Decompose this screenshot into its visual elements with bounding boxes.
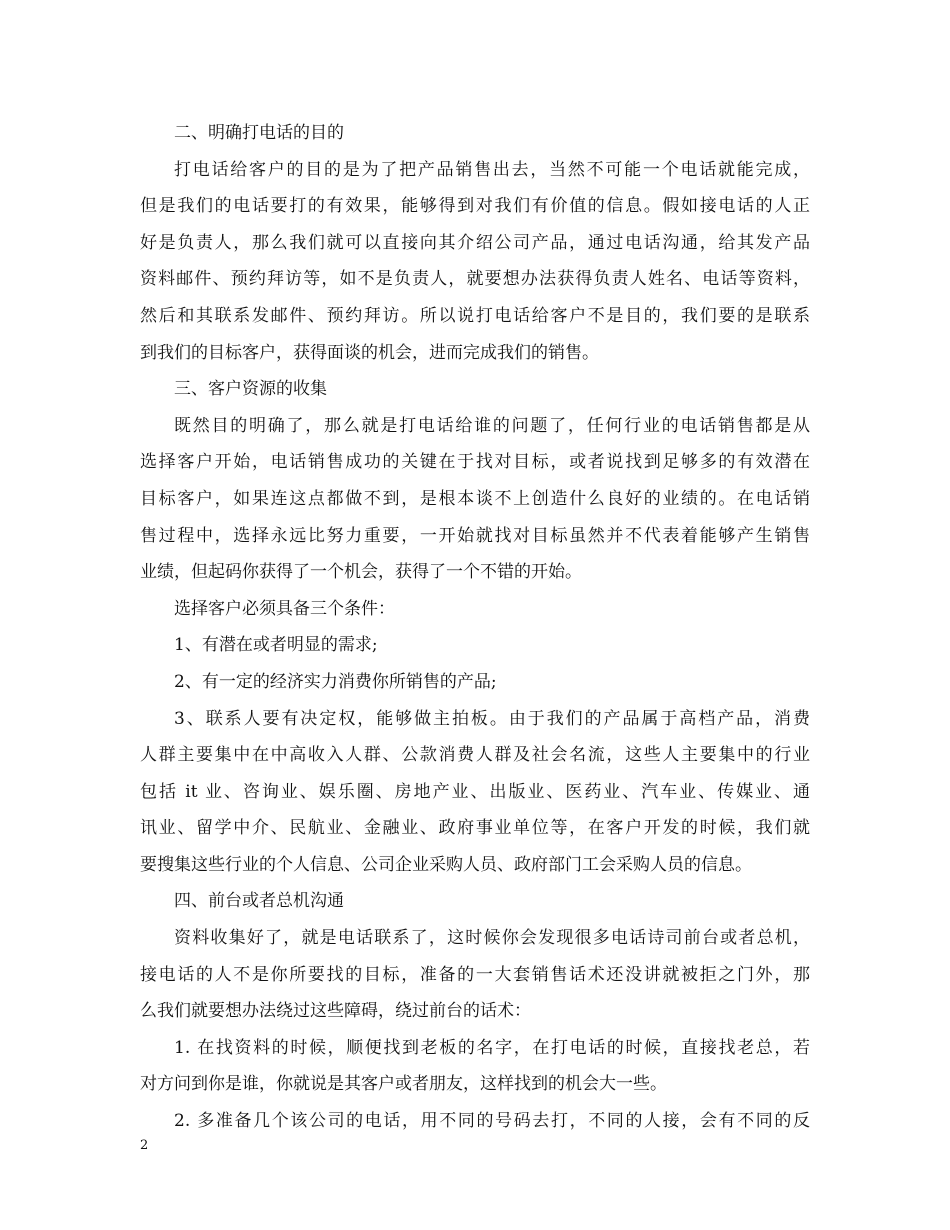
text-line: 3、联系人要有决定权，能够做主拍板。由于我们的产品属于高档产品，消费 [174, 708, 810, 729]
body-text [140, 115, 810, 1140]
text-line: 目标客户，如果连这点都做不到，是根本谈不上创造什么良好的业绩的。在电话销 [140, 488, 810, 509]
text-line: 2. 多准备几个该公司的电话，用不同的号码去打，不同的人接，会有不同的反 [174, 1111, 810, 1132]
text-line: 2、有一定的经济实力消费你所销售的产品; [174, 671, 497, 692]
text-line: 四、前台或者总机沟通 [174, 891, 344, 912]
text-line: 二、明确打电话的目的 [174, 123, 344, 143]
text-line: 三、客户资源的收集 [174, 379, 327, 400]
text-line: 接电话的人不是你所要找的目标，准备的一大套销售话术还没讲就被拒之门外，那 [140, 964, 810, 985]
text-line: 然后和其联系发邮件、预约拜访。所以说打电话给客户不是目的，我们要的是联系 [140, 305, 810, 326]
text-line: 包括 it 业、咨询业、娱乐圈、房地产业、出版业、医药业、汽车业、传媒业、通 [140, 781, 810, 802]
text-line: 售过程中，选择永远比努力重要，一开始就找对目标虽然并不代表着能够产生销售 [140, 525, 810, 546]
text-line: 讯业、留学中介、民航业、金融业、政府事业单位等，在客户开发的时候，我们就 [140, 818, 810, 839]
text-line: 资料收集好了，就是电话联系了，这时候你会发现很多电话诗司前台或者总机， [174, 928, 810, 949]
text-line: 要搜集这些行业的个人信息、公司企业采购人员、政府部门工会采购人员的信息。 [140, 854, 752, 875]
text-line: 1. 在找资料的时候，顺便找到老板的名字，在打电话的时候，直接找老总，若 [174, 1037, 810, 1058]
text-line: 资料邮件、预约拜访等，如不是负责人，就要想办法获得负责人姓名、电话等资料， [140, 269, 810, 290]
text-line: 人群主要集中在中高收入人群、公款消费人群及社会名流，这些人主要集中的行业 [140, 745, 810, 766]
text-line: 么我们就要想办法绕过这些障碍，绕过前台的话术： [140, 1001, 531, 1022]
text-line: 但是我们的电话要打的有效果，能够得到对我们有价值的信息。假如接电话的人正 [140, 196, 810, 217]
text-line: 业绩，但起码你获得了一个机会，获得了一个不错的开始。 [140, 562, 582, 583]
text-line: 打电话给客户的目的是为了把产品销售出去，当然不可能一个电话就能完成， [174, 159, 810, 180]
text-line: 选择客户必须具备三个条件： [174, 598, 395, 619]
text-line: 选择客户开始，电话销售成功的关键在于找对目标，或者说找到足够多的有效潜在 [140, 452, 810, 473]
text-line: 好是负责人，那么我们就可以直接向其介绍公司产品，通过电话沟通，给其发产品 [140, 232, 810, 253]
text-line: 1、有潜在或者明显的需求; [174, 635, 378, 656]
text-line: 到我们的目标客户，获得面谈的机会，进而完成我们的销售。 [140, 342, 599, 363]
text-line: 既然目的明确了，那么就是打电话给谁的问题了，任何行业的电话销售都是从 [174, 415, 810, 436]
text-line: 对方问到你是谁，你就说是其客户或者朋友，这样找到的机会大一些。 [140, 1074, 667, 1095]
page-number: 2 [140, 1138, 149, 1153]
